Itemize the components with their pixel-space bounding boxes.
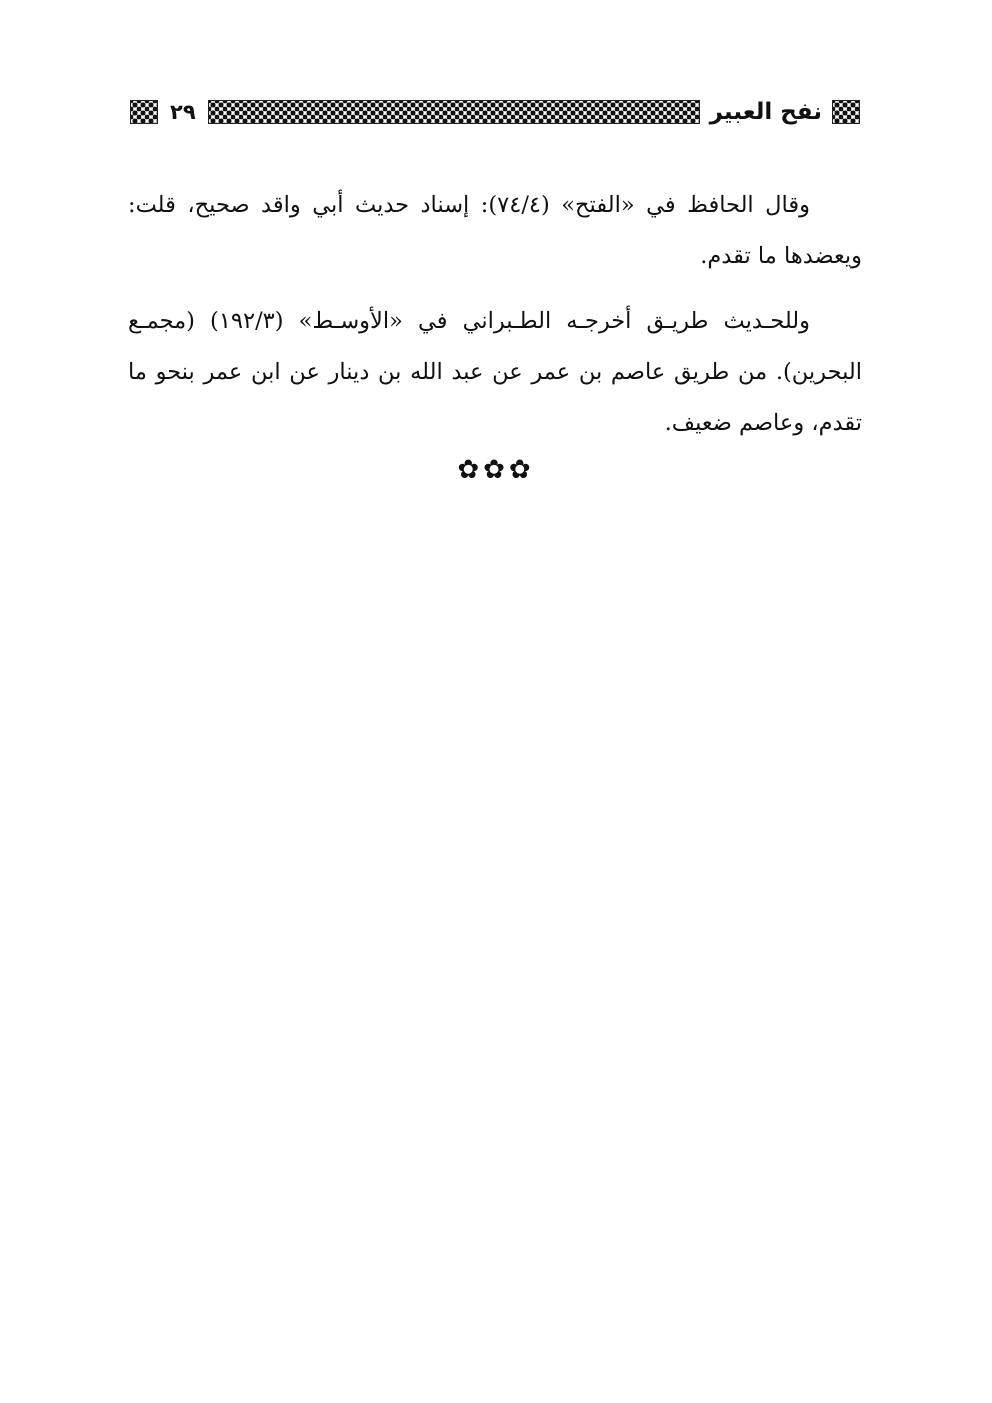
running-header [130, 96, 860, 128]
ornament-pattern-icon [832, 100, 860, 124]
ornament-pattern-icon [130, 100, 158, 124]
book-title: نفح العبير [709, 99, 822, 125]
body-paragraph: وللحـديث طريـق أخرجـه الطـبراني في «الأوسـط» (١٩٢/٣) (مجمـع البحرين). من طريق عاصم بن عمر عن عبد الله بن دينار عن ابن عمر بنحو ما تقدم، وعاصم ضعيف. [128, 308, 862, 436]
floral-star-ornament-icon: ✿✿✿ [457, 455, 535, 485]
body-paragraph: وقال الحافظ في «الفتح» (٧٤/٤): إسناد حديث أبي واقد صحيح، قلت: ويعضدها ما تقدم. [128, 192, 862, 269]
page-body [128, 180, 862, 463]
page-number: ٢٩ [170, 100, 196, 124]
ornament-band-icon [208, 100, 700, 124]
section-separator [0, 455, 992, 485]
